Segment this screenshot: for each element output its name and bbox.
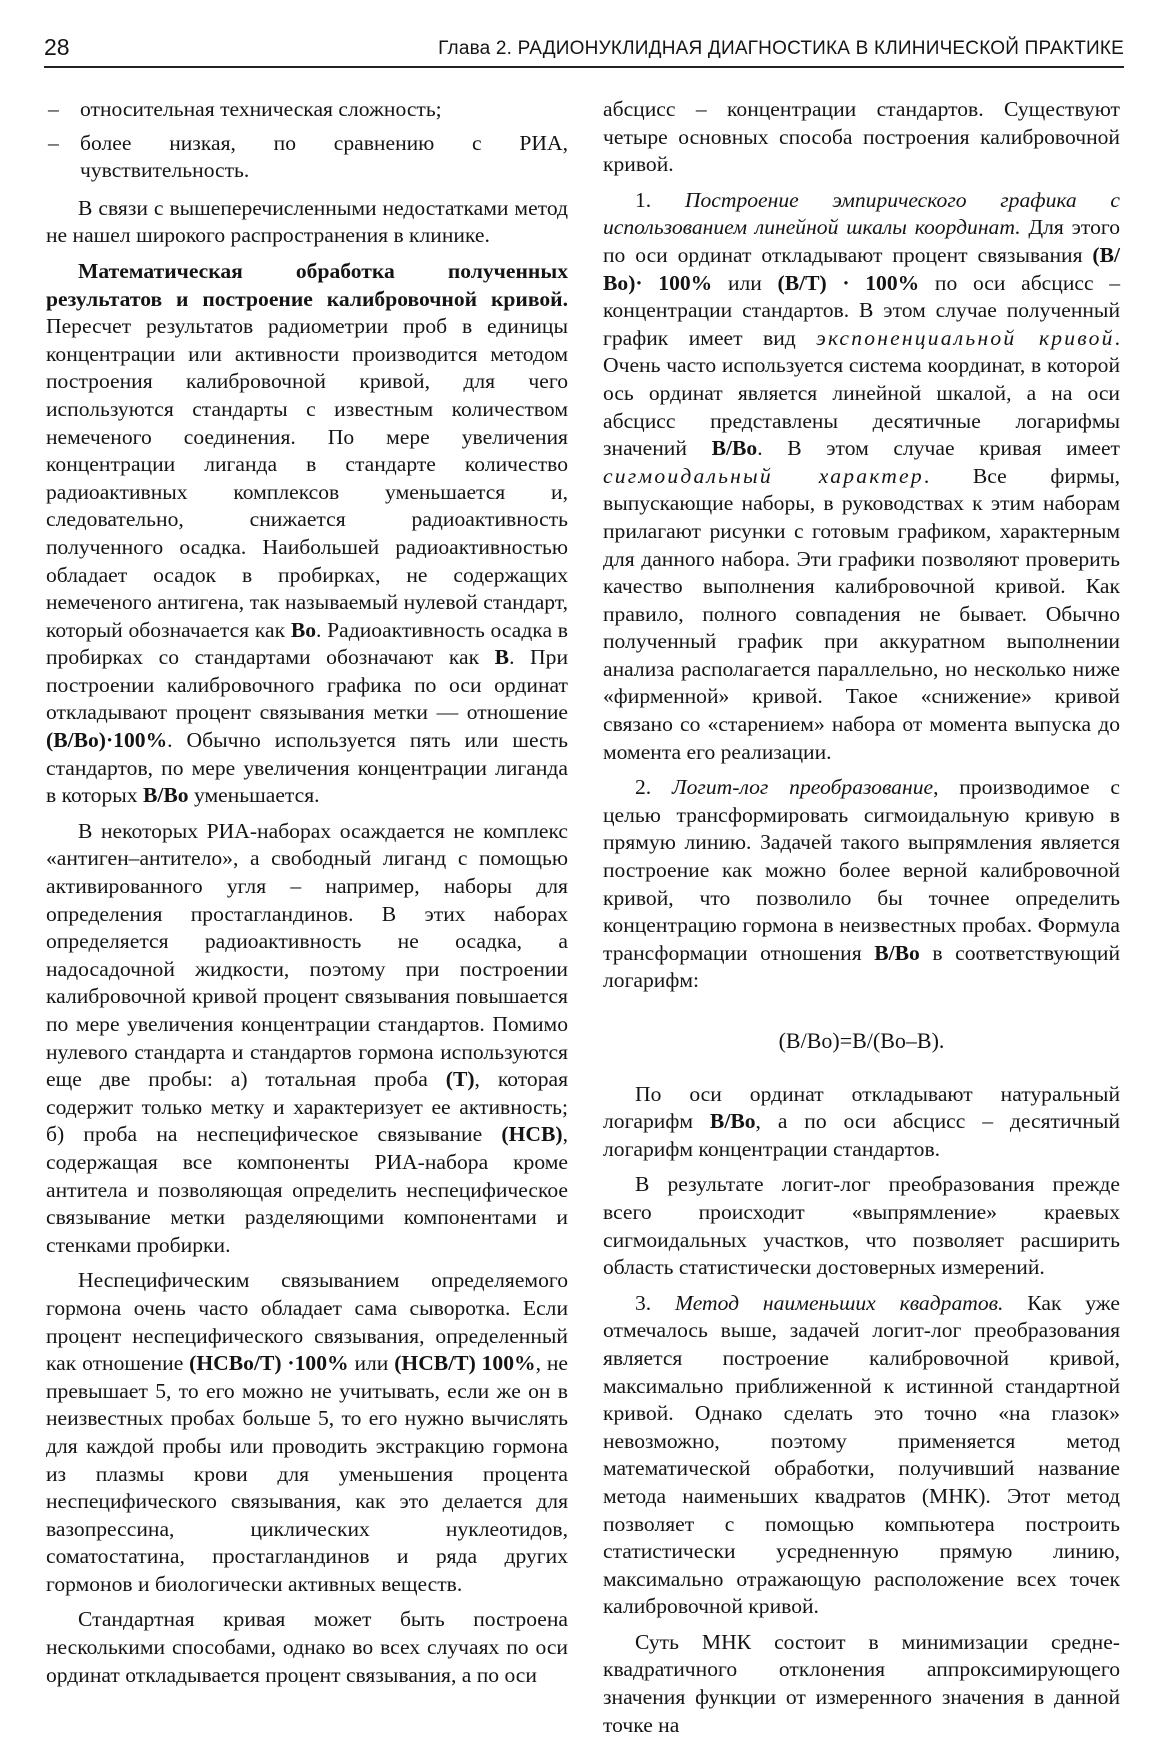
bullet-list (46, 96, 568, 185)
left-column (46, 96, 568, 1697)
method-1-paragraph: 1. Построение эмпирического графика с использованием линейной шкалы координат. Для этого по оси ординат откладывают процент связывания (В/Во)· 100% или (В/Т) · 100% по оси абсцисс – концентрации стандартов. В этом случае полученный график имеет вид экспоненциальной кривой. Очень часто используется система координат, в которой ось ординат является линейной шкалой, а на оси абсцисс представлены десятичные логарифмы значений В/Во. В этом случае кривая имеет сигмоидальный характер. Все фирмы, выпускающие наборы, в руководствах к этим наборам прилагают рисунки с готовым графиком, характерным для данного набора. Эти графики позволяют проверить качество выполнения калибровочной кривой. Как правило, полного совпадения не бывает. Обычно полученный график при аккуратном выполнении анализа располагается параллельно, но несколько ниже «фирменной» кривой. Такое «снижение» кривой связано со «старением» набора от момента выпуска до момента его реализации. (603, 187, 1121, 764)
formula: (В/Во)=В/(Во–В). (778, 1028, 945, 1053)
paragraph: Стандартная кривая может быть построена несколькими способами, однако во всех случаях по оси ординат откладывается процент связывания, а по оси (46, 1607, 568, 1687)
paragraph: По оси ординат откладывают натуральный логарифм В/Во, а по оси абсцисс – десятичный логарифм концентрации стандартов. (603, 1081, 1120, 1161)
method-3-title: Метод наименьших квадратов. (675, 1290, 1004, 1315)
paragraph: Неспецифическим связыванием определяемого гормона очень часто обладает сама сыворотка. Если процент неспецифического связывания, определенный как отношение (НСВо/Т) ·100% или (НСВ/Т) 100%, не превышает 5, то его можно не учитывать, если же он в неизвестных пробах больше 5, то его нужно вычислять для каждой пробы или проводить экстракцию гормона из плазмы крови для уменьшения процента неспецифического связывания, как это делается для вазопрессина, циклических нуклеотидов, соматостатина, простагландинов и ряда других гормонов и биологически активных веществ. (46, 1268, 569, 1596)
paragraph: В связи с вышеперечисленными недостатками метод не нашел широкого распространения в клинике. (46, 195, 568, 248)
section-heading: Математическая обработка полученных результатов и построение калибровочной кривой. (46, 258, 568, 311)
paragraph-calibration: Математическая обработка полученных результатов и построение калибровочной кривой. Пересчет результатов радиометрии проб в единицы концентрации или активности производится методом построения калибровочной кривой, для чего используются стандарты с известным количеством немеченого соединения. По мере увеличения концентрации лиганда в стандарте количество радиоактивных комплексов уменьшается и, следовательно, снижается радиоактивность полученного осадка. Наибольшей радиоактивностью обладает осадок в пробирках, не содержащих немеченого антигена, так называемый нулевой стандарт, который обозначается как Во. Радиоактивность осадка в пробирках со стандартами обозначают как В. При построении калибровочного графика по оси ординат откладывают процент связывания метки — отношение (В/Во)·100%. Обычно используется пять или шесть стандартов, по мере увеличения концентрации лиганда в которых В/Во уменьшается. (46, 258, 568, 808)
paragraph-continued: абсцисс – концентрации стандартов. Существуют четыре основных способа построения калибровочной кривой. (603, 97, 1120, 177)
method-3-paragraph: 3. Метод наименьших квадратов. Как уже отмечалось выше, задачей логит-лог преобразования является построение калибровочной кривой, максимально приближенной к истинной стандартной кривой. Однако сделать это точно «на глазок» невозможно, поэтому применяется метод математической обработки, получивший название метода наименьших квадратов (МНК). Этот метод позволяет с помощью компьютера построить статистически усредненную прямую линию, максимально отражающую расположение всех точек калибровочной кривой. (603, 1290, 1120, 1619)
paragraph: В результате логит-лог преобразования прежде всего происходит «выпрямление» краевых сигмоидальных участков, что позволяет расширить область статистически достоверных измерений. (603, 1172, 1120, 1280)
list-item: – относительная техническая сложность; (48, 97, 442, 121)
right-column (603, 96, 1120, 1747)
list-item: – более низкая, по сравнению с РИА, чувствительность. (48, 130, 568, 183)
method-2-paragraph: 2. Логит-лог преобразование, производимое с целью трансформировать сигмоидальную кривую в прямую линию. Задачей такого выпрямления является построение как можно более верной калибровочной кривой, что позволило бы точнее определить концентрацию гормона в неизвестных пробах. Формула трансформации отношения В/Во в соответствующий логарифм: (603, 775, 1121, 993)
page-number: 28 (44, 34, 70, 60)
method-1-title: Построение эмпирического графика с использованием линейной шкалы координат. (603, 187, 1120, 240)
chapter-title: Глава 2. РАДИОНУКЛИДНАЯ ДИАГНОСТИКА В КЛИНИЧЕСКОЙ ПРАКТИКЕ (438, 38, 1124, 59)
method-2-title: Логит-лог преобразование (672, 775, 934, 800)
paragraph: Суть МНК состоит в минимизации средне-квадратичного отклонения аппроксимирующего значения функции от измеренного значения в данной точке на (603, 1629, 1120, 1737)
paragraph: В некоторых РИА-наборах осаждается не комплекс «антиген–антитело», а свободный лиганд с помощью активированного угля – например, наборы для определения простагландинов. В этих наборах определяется радиоактивность не осадка, а надосадочной жидкости, поэтому при построении калибровочной кривой процент связывания повышается по мере увеличения концентрации стандартов. Помимо нулевого стандарта и стандартов гормона используются еще две пробы: а) тотальная проба (Т), которая содержит только метку и характеризует ее активность; б) проба на неспецифическое связывание (НСВ), содержащая все компоненты РИА-набора кроме антитела и позволяющая определить неспецифическое связывание метки разделяющими компонентами и стенками пробирки. (46, 818, 569, 1257)
running-header (44, 28, 1124, 68)
